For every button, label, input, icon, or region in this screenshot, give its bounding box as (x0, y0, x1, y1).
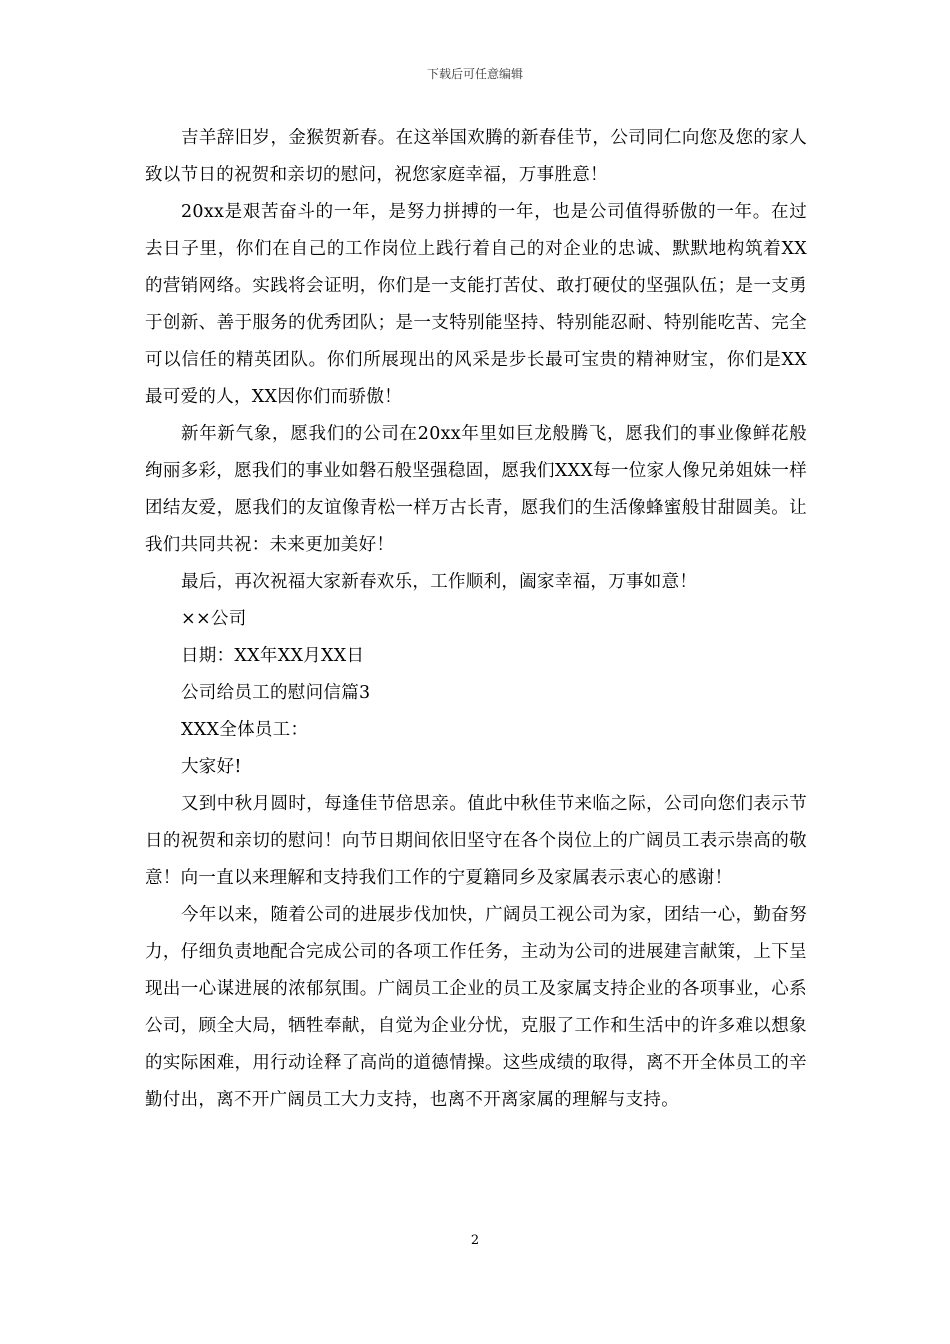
paragraph-greeting: 吉羊辞旧岁，金猴贺新春。在这举国欢腾的新春佳节，公司同仁向您及您的家人致以节日的祝贺和亲切的慰问，祝您家庭幸福，万事胜意！ (145, 128, 807, 185)
signature-date: 日期：XX年XX月XX日 (181, 646, 365, 666)
paragraph-mid-autumn: 又到中秋月圆时，每逢佳节倍思亲。值此中秋佳节来临之际，公司向您们表示节日的祝贺和亲切的慰问！向节日期间依旧坚守在各个岗位上的广阔员工表示崇高的敬意！向一直以来理解和支持我们工作的宁夏籍同乡及家属表示衷心的感谢！ (145, 794, 807, 888)
page-header: 下载后可任意编辑 (426, 67, 523, 81)
section-title: 公司给员工的慰问信篇3 (181, 683, 371, 703)
letter-greeting: 大家好! (181, 757, 242, 777)
paragraph-closing-wish: 最后，再次祝福大家新春欢乐，工作顺利，阖家幸福，万事如意！ (181, 572, 698, 592)
page-number: 2 (470, 1233, 480, 1248)
letter-salutation: XXX全体员工： (181, 720, 309, 740)
paragraph-new-year-wishes: 新年新气象，愿我们的公司在20xx年里如巨龙般腾飞，愿我们的事业像鲜花般绚丽多彩，愿我们的事业如磐石般坚强稳固，愿我们XXX每一位家人像兄弟姐妹一样团结友爱，愿我们的友谊像青松一样万古长青，愿我们的生活像蜂蜜般甘甜圆美。让我们共同共祝：未来更加美好！ (145, 424, 807, 555)
signature-company: ××公司 (181, 609, 247, 629)
document-body (145, 120, 807, 1119)
paragraph-year-review: 20xx是艰苦奋斗的一年，是努力拼搏的一年，也是公司值得骄傲的一年。在过去日子里，你们在自己的工作岗位上践行着自己的对企业的忠诚、默默地构筑着XX的营销网络。实践将会证明，你们是一支能打苦仗、敢打硬仗的坚强队伍；是一支勇于创新、善于服务的优秀团队；是一支特别能坚持、特别能忍耐、特别能吃苦、完全可以信任的精英团队。你们所展现出的风采是步长最可宝贵的精神财宝，你们是XX最可爱的人，XX因你们而骄傲！ (145, 202, 807, 407)
paragraph-achievements: 今年以来，随着公司的进展步伐加快，广阔员工视公司为家，团结一心，勤奋努力，仔细负责地配合完成公司的各项工作任务，主动为公司的进展建言献策，上下呈现出一心谋进展的浓郁氛围。广阔员工企业的员工及家属支持企业的各项事业，心系公司，顾全大局，牺牲奉献，自觉为企业分忧，克服了工作和生活中的许多难以想象的实际困难，用行动诠释了高尚的道德情操。这些成绩的取得，离不开全体员工的辛勤付出，离不开广阔员工大力支持，也离不开离家属的理解与支持。 (145, 905, 807, 1110)
